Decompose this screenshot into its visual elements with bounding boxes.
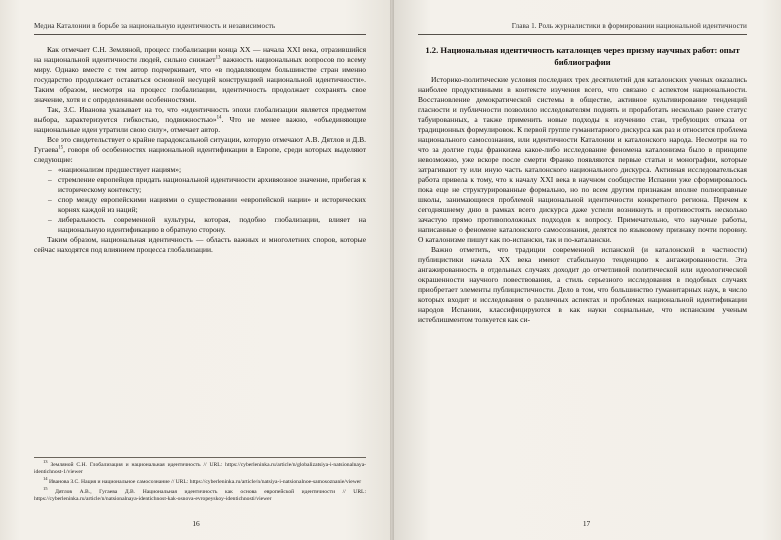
left-closing-paragraph: Таким образом, национальная идентичность — область важных и многолетних споров, которые сейчас находятся под влиянием процесса глобализации. bbox=[34, 235, 367, 254]
left-footnotes bbox=[34, 457, 366, 506]
section-heading: 1.2. Национальная идентичность каталонцев через призму научных работ: опыт библиографии bbox=[425, 45, 740, 67]
right-folio: 17 bbox=[582, 519, 591, 528]
left-paragraph-3: Все это свидетельствует о крайне парадоксальной ситуации, которую отмечают А.В. Дятлов и Д.В. Гугаева$^{15}$, говоря об особенностях национальной идентификации в Европе, среди которых выделяют следующие: bbox=[34, 135, 367, 164]
left-running-head: Медиа Каталонии в борьбе за национальную идентичность и независимость bbox=[34, 22, 366, 35]
right-paragraph-2: Важно отметить, что традиции современной испанской (и каталонской в частности) публицистики начала XX века имеют стабильную тенденцию к ангажированности. Эта ангажированность в отдельных случаях доходит до отчетливой политической или идеологической окрашенности научного повествования, а стиль серьезного исследования в подобных случаях приобретает элементы публицистичности. Дело в том, что большинство гуманитарных наук, в число которых входит и исследования о различных аспектах и проблемах национальной идентификации народов Испании, классифицируются в как науки социальные, что испанским ученым истеблишментом толкуется как си- bbox=[418, 245, 747, 325]
left-feature-list bbox=[34, 165, 366, 235]
footnote: $^{13}$ Земляной С.Н. Глобализация и национальная идентичность // URL: https://cyberleninka.ru/article/n/globalizatsiya-i-natsionalnaya-identichnost-1/viewer bbox=[34, 459, 367, 476]
left-paragraph-2: Так, З.С. Иванова указывает на то, что «идентичность эпохи глобализации является предметом выбора, характеризуется гибкостью, подвижностью»$^{14}$. Что не менее важно, «объединяющие национальные идеи утратили свою силу», отмечает автор. bbox=[34, 105, 367, 134]
list-item: – спор между европейскими нациями о существовании «европейской нации» и исторических корнях каждой из наций; bbox=[50, 195, 366, 215]
right-running-head: Глава 1. Роль журналистики в формировании национальной идентичности bbox=[418, 22, 747, 35]
right-paragraph-1: Историко-политические условия последних трех десятилетий для каталонских ученых оказались наиболее продуктивными в контексте изучения всего, что связано с аспектом национальности. Восстановление демократической системы в обществе, активное культивирование тенденций гласности и публичности позволило исследователям поднять и проработать несколько ранее статус табуированных, а также применить новые подходы к изучению стан, требующих отказа от традиционных формулировок. К первой группе гуманитарного дискурса как раз и относится проблема национального самосознания, или идентичности Каталонии и каталонского народа. Несмотря на то что за долгие годы франкизма какое-либо исследование феномена каталонизма было в принципе невозможно, уже вскоре после смерти Франко появляются первые статьи и монографии, которые затрагивают ту или иную часть каталонского национального дискурса. Активная исследовательская работа привела к тому, что к началу XXI века в научном сообществе Испании уже сформировалось пока еще не структурированные формально, но по всем другим признакам вполне полноправные школы, занимающиеся проблемой национальной идентичности конкретного региона. Причем к сегодняшнему дню в рамках всего дискурса даже успели возникнуть и противостоять несколько зачастую прямо противоположных подходов к вопросу. Примечательно, что научные работы, написанные о феномене каталонского самосознания, делятся по языковому признаку почти поровну. О каталонизме пишут как по-испански, так и по-каталански. bbox=[418, 75, 747, 245]
footnote: $^{14}$ Иванова З.С. Нация и национальное самосознание // URL: https://cyberleninka.ru/article/n/natsiya-i-natsionalnoe-samosoznanie/viewer bbox=[43, 476, 362, 486]
list-item: – либеральность современной культуры, которая, подобно глобализации, влияет на национальную идентификацию в обратную сторону. bbox=[50, 215, 366, 235]
left-folio: 16 bbox=[192, 519, 200, 528]
list-item: – «национализм предшествует нациям»; bbox=[50, 165, 366, 175]
footnote: $^{15}$ Дятлов А.В., Гугаева Д.В. Национальная идентичность как основа европейской идентичности // URL: https://cyberleninka.ru/article/n/natsionalnaya-identichnost-kak-osnova-evropeyskoy-identichnosti/viewer bbox=[34, 486, 367, 503]
left-paragraph-1: Как отмечает С.Н. Земляной, процесс глобализации конца XX — начала XXI века, отразившийся на национальной идентичности людей, сильно снижает$^{13}$ важность национальных вопросов по всему миру. Однако вместе с тем автор подчеркивает, что «в подавляющем большинстве стран именно государство продолжает оставаться основной несущей конструкцией национальной идентичности». Таким образом, несмотря на процесс глобализации, идентичность продолжает сохранять свое значение, хотя и с определенными особенностями. bbox=[34, 45, 367, 104]
list-item: – стремление европейцев придать национальной идентичности архивяозное значение, прибегая к историческому контексту; bbox=[50, 175, 366, 195]
right-page bbox=[392, 0, 781, 540]
